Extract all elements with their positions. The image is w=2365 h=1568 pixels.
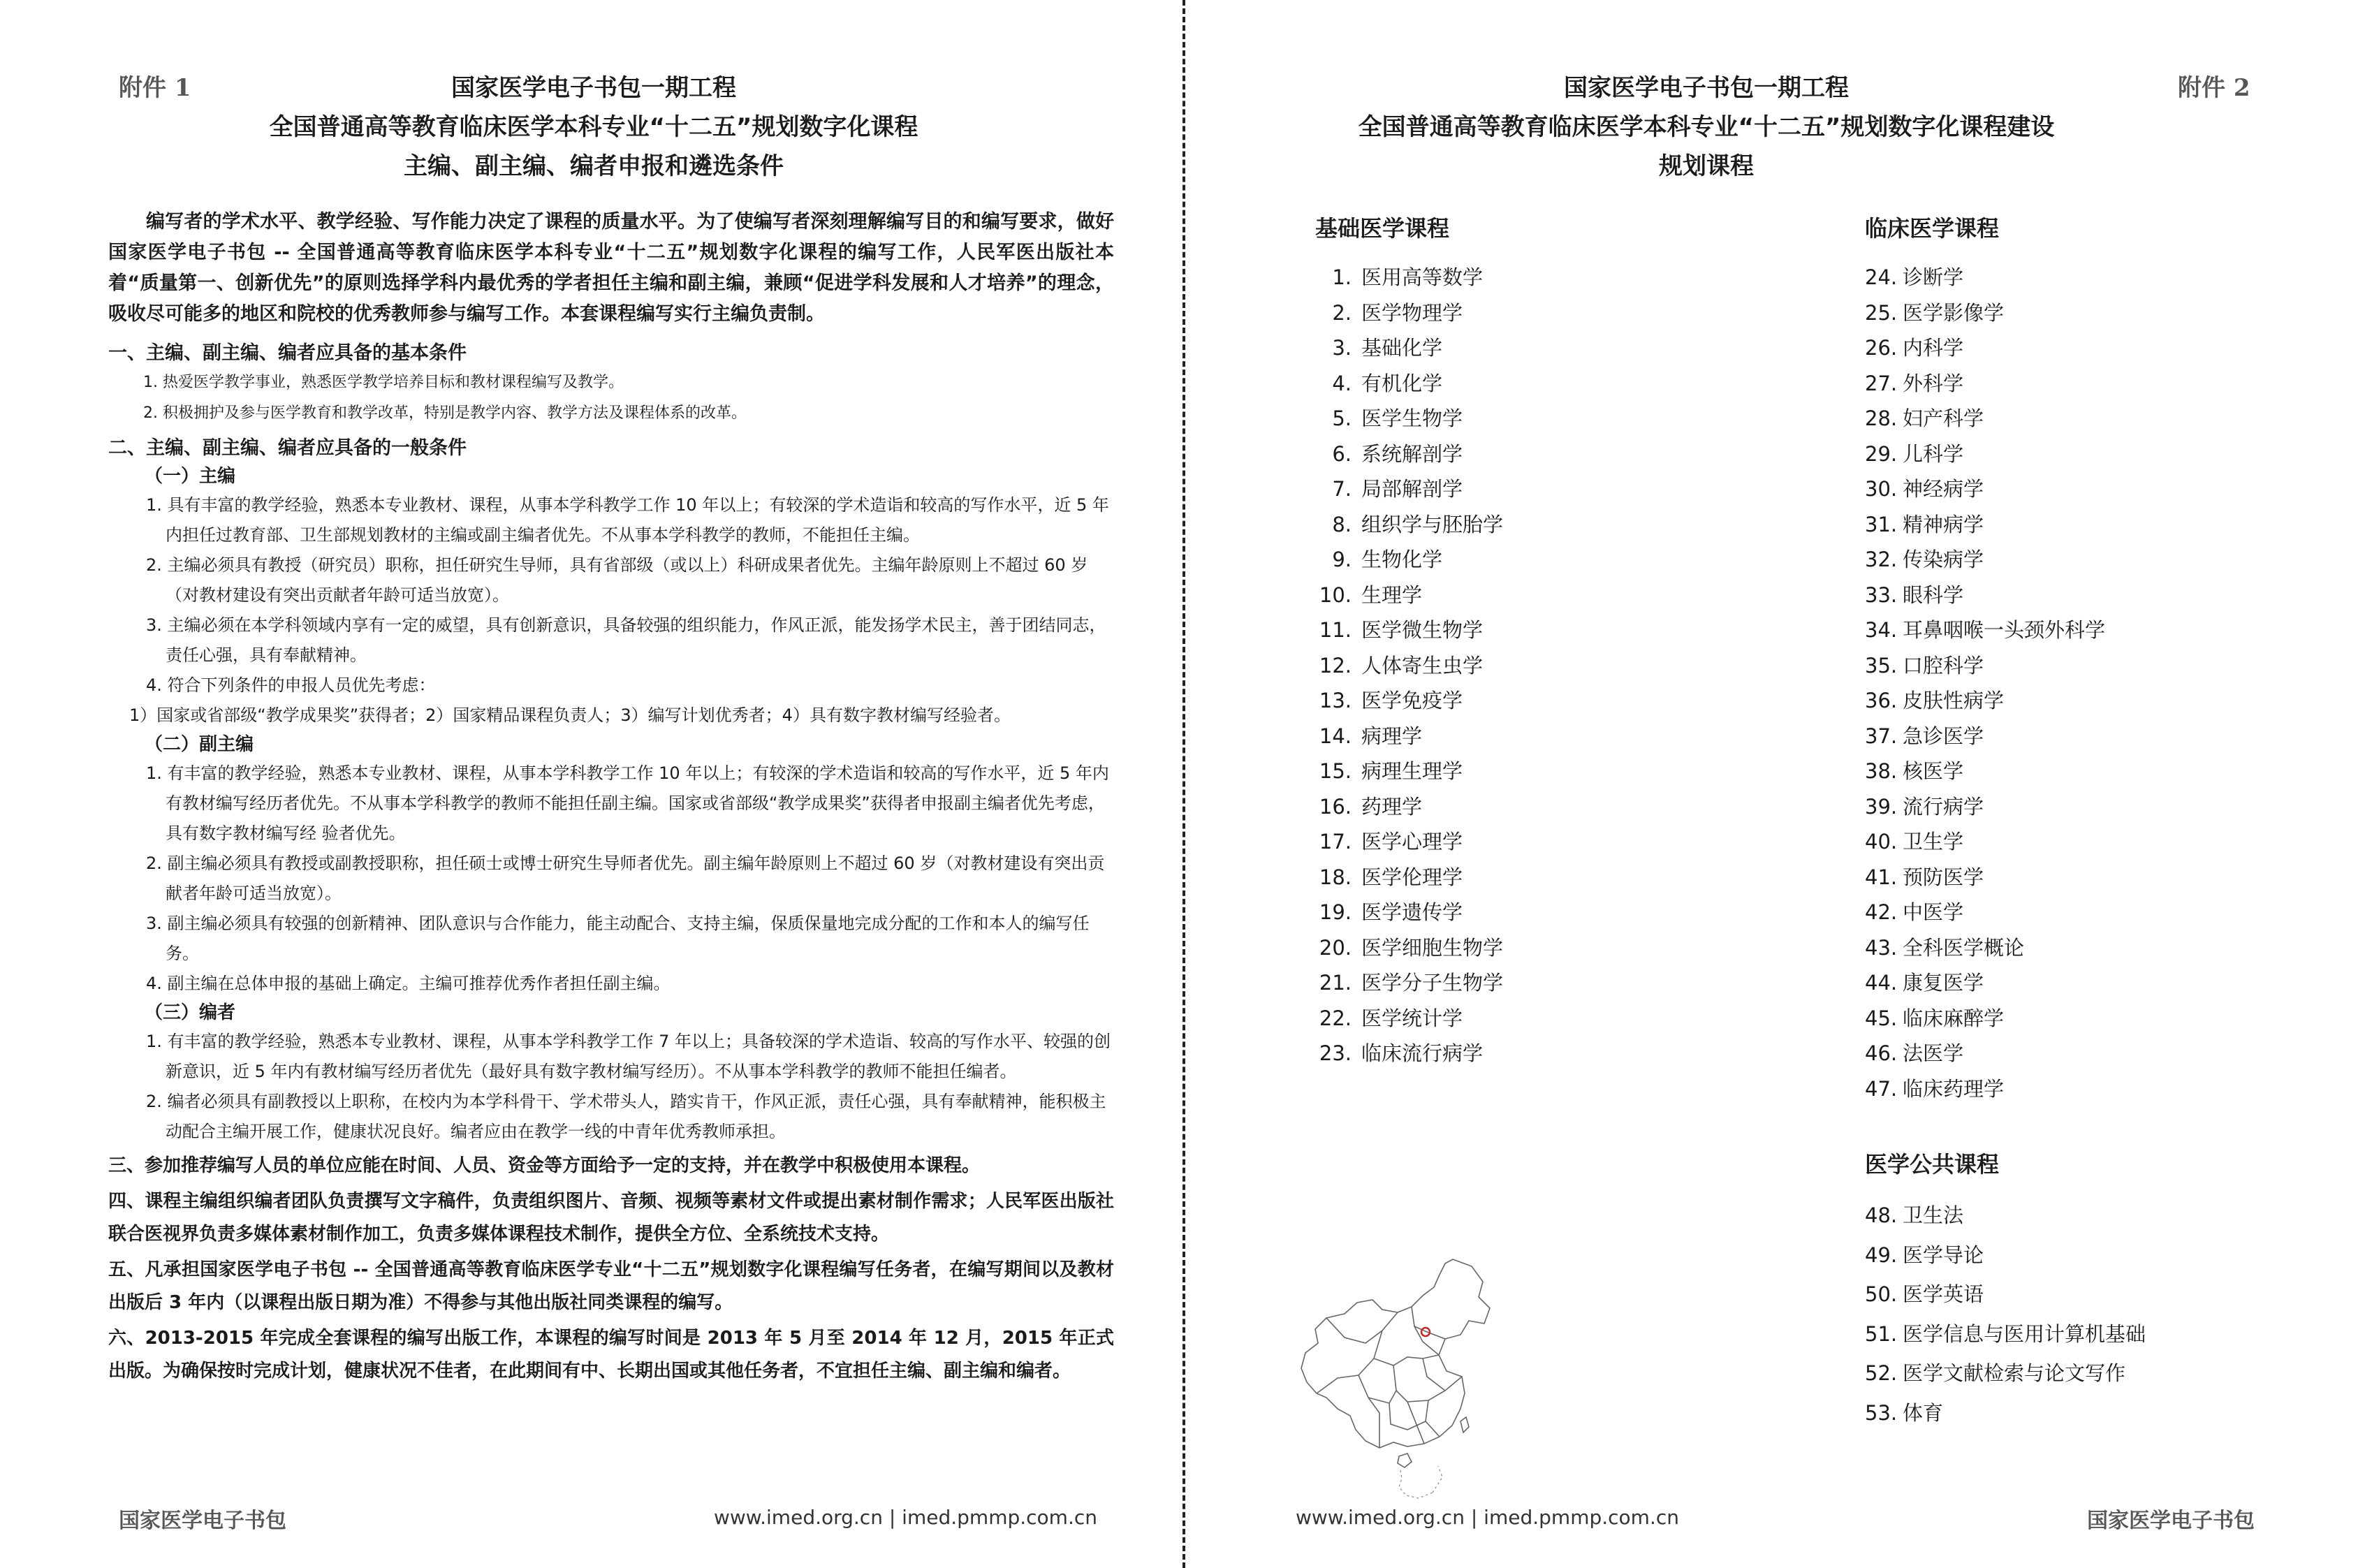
course-number: 7.: [1332, 477, 1352, 501]
south-sea-dotted-line: [1399, 1466, 1442, 1498]
course-number: 44.: [1865, 971, 1898, 995]
course-name: 儿科学: [1903, 441, 1964, 466]
course-number: 28.: [1865, 406, 1898, 430]
course-name: 内科学: [1903, 336, 1964, 360]
course-item: [1315, 437, 1503, 472]
editor-item: 2. 主编必须具有教授（研究员）职称，担任研究生导师，具有省部级（或以上）科研成果者优先。主编年龄原则上不超过 60 岁（对教材建设有突出贡献者年龄可适当放宽）。: [146, 555, 1088, 605]
title-line-1: 国家医学电子书包一期工程: [1564, 74, 1849, 102]
course-name: 妇产科学: [1903, 406, 1984, 430]
course-item: [1315, 507, 1503, 543]
course-name: 医学心理学: [1361, 830, 1463, 853]
course-name: 医学导论: [1903, 1243, 1984, 1267]
writer-item: 1. 有丰富的教学经验，熟悉本专业教材、课程，从事本学科教学工作 7 年以上；具备较深的学术造诣、较高的写作水平、较强的创新意识，近 5 年内有教材编写经历者优先（最好具有数字教材编写经历）。不从事本学科教学的教师不能担任编者。: [146, 1032, 1111, 1081]
course-item: [1865, 1236, 2146, 1275]
editor-item: 1. 具有丰富的教学经验，熟悉本专业教材、课程，从事本学科教学工作 10 年以上；有较深的学术造诣和较高的写作水平，近 5 年内担任过教育部、卫生部规划教材的主编或副主编者优先。不从事本学科教学的教师，不能担任主编。: [146, 495, 1109, 545]
course-number: 38.: [1865, 759, 1898, 783]
course-number: 12.: [1319, 653, 1352, 677]
course-name: 医学免疫学: [1361, 689, 1463, 712]
section-4-paragraph: 四、课程主编组织编者团队负责撰写文字稿件，负责组织图片、音频、视频等素材文件或提出素材制作需求；人民军医出版社联合医视界负责多媒体素材制作加工，负责多媒体课程技术制作，提供全方位、全系统技术支持。: [108, 1191, 1114, 1245]
course-name: 生物化学: [1361, 548, 1443, 571]
course-item: [1315, 366, 1503, 402]
course-item: [1865, 613, 2105, 648]
course-name: 医学物理学: [1361, 300, 1463, 325]
public-course-list: [1865, 1196, 2146, 1433]
course-item: [1865, 719, 2105, 754]
course-item: [1865, 895, 2105, 930]
course-name: 外科学: [1903, 371, 1964, 395]
course-number: 51.: [1865, 1321, 1898, 1346]
china-map-illustration: [1296, 1254, 1498, 1505]
course-number: 34.: [1865, 618, 1898, 642]
basic-courses-heading: 基础医学课程: [1315, 215, 1450, 242]
course-item: [1315, 860, 1503, 895]
course-number: 8.: [1332, 512, 1352, 536]
course-item: [1865, 542, 2105, 578]
course-number: 53.: [1865, 1400, 1898, 1425]
course-number: 18.: [1319, 865, 1352, 889]
course-name: 口腔科学: [1903, 653, 1984, 677]
course-number: 24.: [1865, 265, 1898, 289]
title-line-2: 全国普通高等教育临床医学本科专业“十二五”规划数字化课程建设: [1358, 113, 2055, 141]
course-item: [1865, 437, 2105, 472]
course-item: [1865, 754, 2105, 789]
course-name: 精神病学: [1903, 512, 1984, 536]
editor-item: 4. 符合下列条件的申报人员优先考虑：: [146, 675, 436, 695]
title-line-2: 全国普通高等教育临床医学本科专业“十二五”规划数字化课程: [269, 113, 918, 141]
course-item: [1865, 648, 2105, 684]
course-item: [1865, 401, 2105, 437]
course-name: 中医学: [1903, 900, 1964, 924]
course-item: [1865, 860, 2105, 895]
editor-item: 3. 主编必须在本学科领域内享有一定的威望，具有创新意识，具备较强的组织能力，作风正派，能发扬学术民主，善于团结同志，责任心强，具有奉献精神。: [146, 615, 1106, 665]
course-item: [1865, 1071, 2105, 1107]
course-item: [1315, 613, 1503, 648]
course-number: 6.: [1332, 441, 1352, 466]
course-number: 13.: [1319, 689, 1352, 712]
course-number: 15.: [1319, 759, 1352, 783]
deputy-item: 1. 有丰富的教学经验，熟悉本专业教材、课程，从事本学科教学工作 10 年以上；有较深的学术造诣和较高的写作水平，近 5 年内有教材编写经历者优先。不从事本学科教学的教师不能担任副主编。国家或省部级“教学成果奖”获得者申报副主编者优先考虑，具有数字教材编写经 验者优先。: [146, 763, 1109, 843]
course-item: [1865, 1001, 2105, 1036]
course-number: 30.: [1865, 477, 1898, 501]
course-item: [1865, 1354, 2146, 1393]
footer-url: www.imed.org.cn | imed.pmmp.com.cn: [714, 1506, 1097, 1529]
course-name: 医学分子生物学: [1361, 971, 1504, 995]
course-name: 急诊医学: [1903, 724, 1984, 748]
intro-paragraph: 编写者的学术水平、教学经验、写作能力决定了课程的质量水平。为了使编写者深刻理解编写目的和编写要求，做好国家医学电子书包 -- 全国普通高等教育临床医学本科专业“十二五”规划数字化课程的编写工作，人民军医出版社本着“质量第一、创新优先”的原则选择学科内最优秀的学者担任主编和副主编，兼顾“促进学科发展和人才培养”的理念，吸收尽可能多的地区和院校的优秀教师参与编写工作。本套课程编写实行主编负责制。: [108, 211, 1114, 325]
course-number: 21.: [1319, 971, 1352, 995]
course-item: [1315, 471, 1503, 507]
course-name: 皮肤性病学: [1903, 689, 2005, 712]
course-name: 病理生理学: [1361, 759, 1463, 783]
course-name: 医学统计学: [1361, 1006, 1463, 1030]
course-name: 卫生法: [1903, 1203, 1964, 1227]
course-item: [1315, 648, 1503, 684]
title-line-3: 主编、副主编、编者申报和遴选条件: [404, 152, 784, 180]
course-item: [1865, 683, 2105, 719]
writer-heading: （三）编者: [145, 1002, 236, 1023]
course-item: [1865, 330, 2105, 366]
course-name: 临床药理学: [1903, 1076, 2005, 1101]
course-name: 医学生物学: [1361, 406, 1463, 430]
course-name: 流行病学: [1903, 794, 1984, 819]
course-name: 神经病学: [1903, 477, 1984, 501]
course-item: [1315, 683, 1503, 719]
course-name: 医学英语: [1903, 1282, 1984, 1306]
course-name: 医学细胞生物学: [1361, 935, 1504, 960]
section-1-item: 2. 积极拥护及参与医学教育和教学改革，特别是教学内容、教学方法及课程体系的改革。: [143, 404, 747, 422]
course-number: 2.: [1332, 300, 1352, 325]
course-name: 医用高等数学: [1361, 265, 1484, 289]
course-item: [1315, 754, 1503, 789]
annex-label: 附件 2: [2178, 74, 2250, 102]
course-item: [1315, 260, 1503, 295]
course-item: [1315, 295, 1503, 331]
section-5-paragraph: 五、凡承担国家医学电子书包 -- 全国普通高等教育临床医学专业“十二五”规划数字化课程编写任务者，在编写期间以及教材出版后 3 年内（以课程出版日期为准）不得参与其他出版社同类课程的编写。: [108, 1259, 1114, 1313]
course-number: 49.: [1865, 1243, 1898, 1267]
course-name: 医学遗传学: [1361, 900, 1463, 924]
course-number: 19.: [1319, 900, 1352, 924]
course-number: 42.: [1865, 900, 1898, 924]
course-number: 29.: [1865, 441, 1898, 466]
course-item: [1865, 260, 2105, 295]
course-item: [1315, 1001, 1503, 1036]
writer-item: 2. 编者必须具有副教授以上职称，在校内为本学科骨干、学术带头人，踏实肯干，作风正派，责任心强，具有奉献精神，能积极主动配合主编开展工作，健康状况良好。编者应由在教学一线的中青年优秀教师承担。: [146, 1092, 1106, 1141]
course-name: 预防医学: [1903, 865, 1984, 889]
section-1-heading: 一、主编、副主编、编者应具备的基本条件: [108, 342, 467, 364]
course-item: [1865, 1036, 2105, 1071]
course-item: [1865, 295, 2105, 331]
course-name: 药理学: [1361, 794, 1423, 819]
course-item: [1315, 789, 1503, 825]
footer-brand: 国家医学电子书包: [2087, 1509, 2255, 1533]
course-name: 生理学: [1361, 582, 1423, 607]
clinical-courses-heading: 临床医学课程: [1865, 215, 2000, 242]
course-name: 传染病学: [1903, 548, 1984, 571]
course-number: 43.: [1865, 935, 1898, 960]
course-item: [1865, 471, 2105, 507]
course-number: 27.: [1865, 371, 1898, 395]
course-item: [1865, 1196, 2146, 1236]
course-item: [1865, 824, 2105, 860]
course-item: [1865, 578, 2105, 613]
course-name: 体育: [1903, 1400, 1944, 1425]
course-item: [1315, 930, 1503, 966]
course-item: [1315, 1036, 1503, 1071]
course-number: 47.: [1865, 1076, 1898, 1101]
course-number: 31.: [1865, 512, 1898, 536]
course-item: [1315, 542, 1503, 578]
course-number: 46.: [1865, 1041, 1898, 1065]
course-item: [1865, 1393, 2146, 1433]
course-name: 基础化学: [1361, 336, 1443, 360]
section-1-item: 1. 热爱医学教学事业，熟悉医学教学培养目标和教材课程编写及教学。: [143, 374, 624, 391]
deputy-item: 2. 副主编必须具有教授或副教授职称，担任硕士或博士研究生导师者优先。副主编年龄原则上不超过 60 岁（对教材建设有突出贡献者年龄可适当放宽）。: [146, 853, 1105, 903]
title-line-3: 规划课程: [1659, 152, 1754, 180]
course-number: 26.: [1865, 336, 1898, 360]
course-name: 全科医学概论: [1903, 935, 2025, 960]
course-name: 眼科学: [1903, 582, 1964, 607]
course-name: 系统解剖学: [1361, 441, 1463, 466]
page-title: [1294, 68, 2118, 186]
deputy-item: 4. 副主编在总体申报的基础上确定。主编可推荐优秀作者担任副主编。: [146, 974, 671, 993]
footer-url: www.imed.org.cn | imed.pmmp.com.cn: [1296, 1506, 1679, 1529]
course-name: 医学信息与医用计算机基础: [1903, 1321, 2146, 1346]
course-name: 临床流行病学: [1361, 1041, 1484, 1065]
course-item: [1315, 895, 1503, 930]
course-name: 局部解剖学: [1361, 477, 1463, 501]
annex-label: 附件 1: [119, 74, 191, 102]
deputy-heading: （二）副主编: [145, 734, 254, 755]
course-item: [1315, 965, 1503, 1001]
course-item: [1865, 366, 2105, 402]
section-2-heading: 二、主编、副主编、编者应具备的一般条件: [108, 437, 467, 459]
course-number: 33.: [1865, 582, 1898, 607]
course-item: [1315, 330, 1503, 366]
course-number: 37.: [1865, 724, 1898, 748]
public-courses-heading: 医学公共课程: [1865, 1151, 2000, 1178]
course-name: 有机化学: [1361, 371, 1443, 395]
course-number: 5.: [1332, 406, 1352, 430]
course-name: 病理学: [1361, 724, 1423, 748]
course-name: 医学微生物学: [1361, 618, 1484, 642]
course-item: [1315, 401, 1503, 437]
course-name: 耳鼻咽喉一头颈外科学: [1903, 618, 2106, 642]
page-title: [154, 68, 1034, 186]
course-name: 医学伦理学: [1361, 865, 1463, 889]
course-name: 康复医学: [1903, 971, 1984, 995]
deputy-item: 3. 副主编必须具有较强的创新精神、团队意识与合作能力，能主动配合、支持主编，保质保量地完成分配的工作和本人的编写任务。: [146, 914, 1090, 963]
course-item: [1865, 930, 2105, 966]
course-number: 22.: [1319, 1006, 1352, 1030]
course-number: 45.: [1865, 1006, 1898, 1030]
course-name: 医学文献检索与论文写作: [1903, 1361, 2126, 1385]
course-name: 临床麻醉学: [1903, 1006, 2005, 1030]
course-name: 人体寄生虫学: [1361, 653, 1484, 677]
editor-priority: 1）国家或省部级“教学成果奖”获得者；2）国家精品课程负责人；3）编写计划优秀者；4）具有数字教材编写经验者。: [129, 705, 1011, 725]
course-number: 39.: [1865, 794, 1898, 819]
map-outline: [1301, 1259, 1490, 1467]
course-name: 诊断学: [1903, 265, 1964, 289]
course-name: 法医学: [1903, 1041, 1964, 1065]
course-number: 48.: [1865, 1203, 1898, 1227]
course-item: [1865, 507, 2105, 543]
course-number: 3.: [1332, 336, 1352, 360]
course-item: [1865, 789, 2105, 825]
course-name: 组织学与胚胎学: [1361, 512, 1504, 536]
section-6-paragraph: 六、2013-2015 年完成全套课程的编写出版工作，本课程的编写时间是 2013 年 5 月至 2014 年 12 月，2015 年正式出版。为确保按时完成计划，健康状况不佳者，在此期间有中、长期出国或其他任务者，不宜担任主编、副主编和编者。: [108, 1328, 1114, 1382]
course-number: 4.: [1332, 371, 1352, 395]
course-number: 17.: [1319, 830, 1352, 853]
footer-brand: 国家医学电子书包: [119, 1509, 286, 1533]
course-item: [1865, 1314, 2146, 1354]
course-name: 医学影像学: [1903, 300, 2005, 325]
course-name: 卫生学: [1903, 830, 1964, 853]
course-number: 32.: [1865, 548, 1898, 571]
course-item: [1865, 1275, 2146, 1314]
course-item: [1315, 824, 1503, 860]
course-number: 50.: [1865, 1282, 1898, 1306]
course-item: [1315, 578, 1503, 613]
editor-heading: （一）主编: [145, 466, 236, 487]
course-number: 10.: [1319, 582, 1352, 607]
basic-course-list: [1315, 260, 1503, 1071]
course-number: 40.: [1865, 830, 1898, 853]
course-name: 核医学: [1903, 759, 1964, 783]
title-line-1: 国家医学电子书包一期工程: [451, 74, 736, 102]
section-3-paragraph: 三、参加推荐编写人员的单位应能在时间、人员、资金等方面给予一定的支持，并在教学中积极使用本课程。: [108, 1155, 981, 1176]
course-number: 25.: [1865, 300, 1898, 325]
page-annex-1: [0, 0, 1182, 1568]
course-number: 36.: [1865, 689, 1898, 712]
course-number: 16.: [1319, 794, 1352, 819]
course-number: 1.: [1332, 265, 1352, 289]
conditions-body: [108, 207, 1114, 1388]
course-number: 23.: [1319, 1041, 1352, 1065]
course-number: 52.: [1865, 1361, 1898, 1385]
clinical-course-list: [1865, 260, 2105, 1106]
course-number: 41.: [1865, 865, 1898, 889]
course-number: 11.: [1319, 618, 1352, 642]
course-number: 35.: [1865, 653, 1898, 677]
course-item: [1865, 965, 2105, 1001]
course-number: 14.: [1319, 724, 1352, 748]
course-item: [1315, 719, 1503, 754]
course-number: 20.: [1319, 935, 1352, 960]
course-number: 9.: [1332, 548, 1352, 571]
